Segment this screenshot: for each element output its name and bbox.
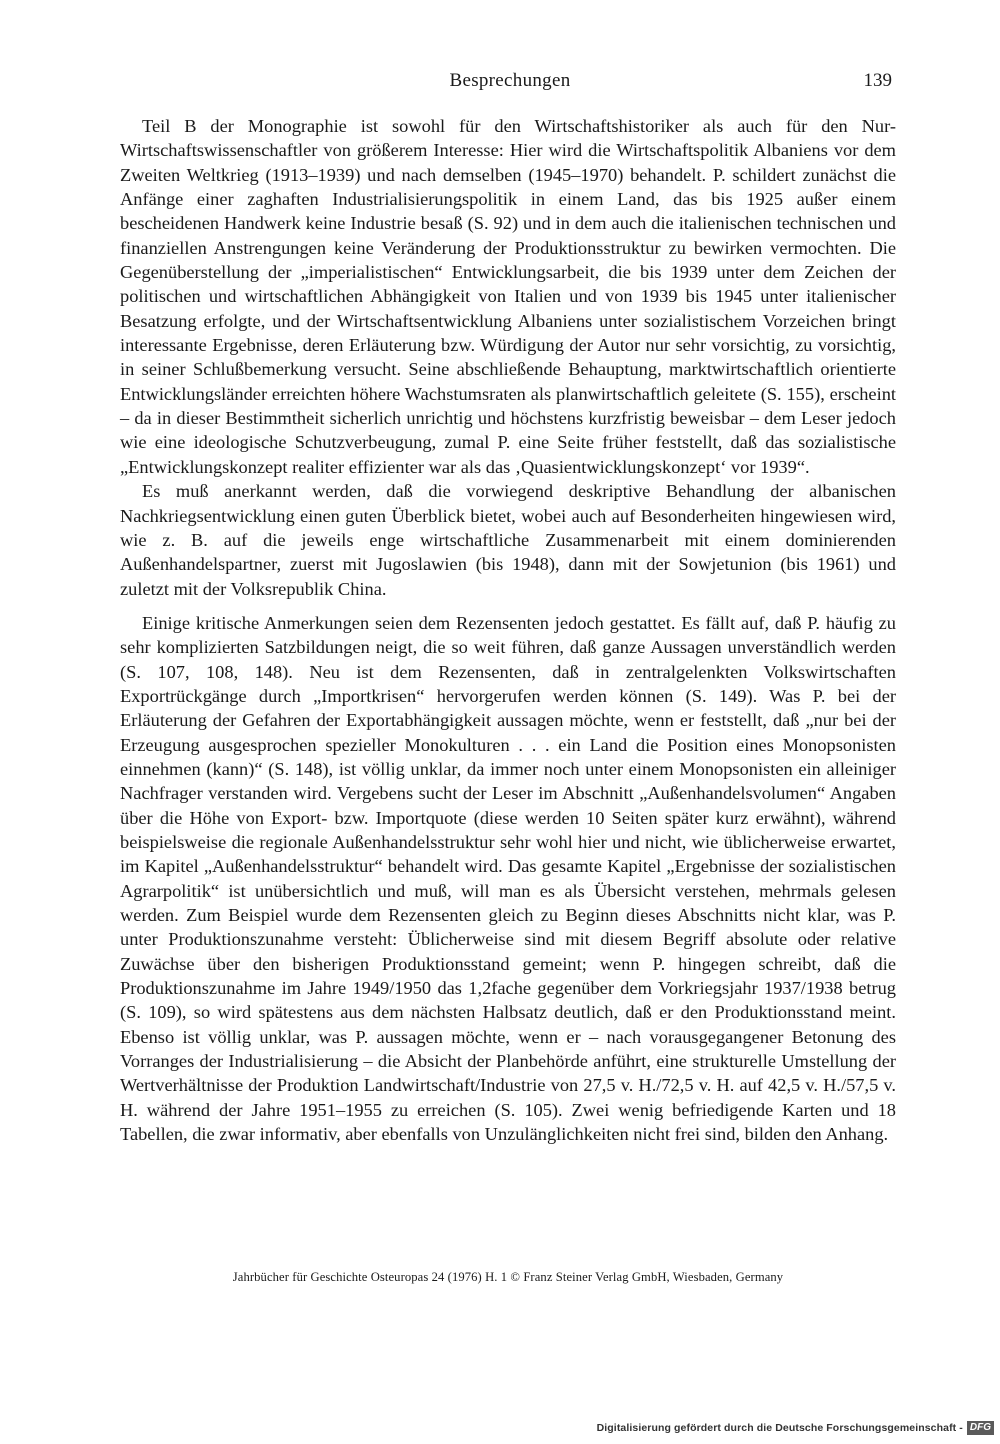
digitization-notice-text: Digitalisierung gefördert durch die Deutsche Forschungsgemeinschaft - (596, 1422, 963, 1434)
dfg-logo: DFG (967, 1421, 994, 1435)
running-header (120, 70, 900, 98)
digitization-notice (597, 1420, 994, 1436)
paragraph-part-b: Teil B der Monographie ist sowohl für den Wirtschaftshistoriker als auch für den Nur-Wirtschaftswissenschaftler von größerem Interesse: Hier wird die Wirtschaftspolitik Albaniens vor dem Zweiten Weltkrieg (1913–1939) und nach demselben (1945–1970) behandelt. P. schildert zunächst die Anfänge einer zaghaften Industrialisierungspolitik in einem Land, das bis 1925 außer einem bescheidenen Handwerk keine Industrie besaß (S. 92) und in dem auch die italienischen technischen und finanziellen Anstrengungen keine Veränderung der Produktionsstruktur zu bewirken vermochten. Die Gegenüberstellung der „imperialistischen“ Entwicklungsarbeit, die bis 1939 unter dem Zeichen der politischen und wirtschaftlichen Abhängigkeit von Italien und von 1939 bis 1945 unter italienischer Besatzung erfolgte, und der Wirtschaftsentwicklung Albaniens unter sozialistischem Vorzeichen bringt interessante Ergebnisse, deren Erläuterung bzw. Würdigung der Autor nur sehr vorsichtig, zu vorsichtig, in seiner Schlußbemerkung versucht. Seine abschließende Behauptung, marktwirtschaftlich orientierte Entwicklungsländer erreichten höhere Wachstumsraten als planwirtschaftlich geleitete (S. 155), erscheint – da in dieser Bestimmtheit sicherlich unrichtig und höchstens kurzfristig beweisbar – dem Leser jedoch wie eine ideologische Schutzverbeugung, zumal P. eine Seite früher feststellt, daß das sozialistische „Entwicklungskonzept realiter effizienter war als das ‚Quasientwicklungskonzept‘ vor 1939“. (120, 116, 896, 477)
paragraph-critical-remarks: Einige kritische Anmerkungen seien dem Rezensenten jedoch gestattet. Es fällt auf, daß P. häufig zu sehr komplizierten Satzbildungen neigt, die so weit führen, daß ganze Aussagen unverständlich werden (S. 107, 108, 148). Neu ist dem Rezensenten, daß in zentralgelenkten Volkswirtschaften Exportrückgänge durch „Importkrisen“ hervorgerufen werden können (S. 149). Was P. bei der Erläuterung der Gefahren der Exportabhängigkeit aussagen möchte, wenn er feststellt, daß „nur bei der Erzeugung ausgesprochen spezieller Monokulturen . . . ein Land die Position eines Monopsonisten einnehmen (kann)“ (S. 148), ist völlig unklar, da immer noch unter einem Monopsonisten ein alleiniger Nachfrager verstanden wird. Vergebens sucht der Leser im Abschnitt „Außenhandelsvolumen“ Angaben über die Höhe von Export- bzw. Importquote (diese werden 10 Seiten später kurz erwähnt), während beispielsweise die regionale Außenhandelsstruktur sehr wohl hier und nicht, wie üblicherweise erwartet, im Kapitel „Außenhandelsstruktur“ behandelt wird. Das gesamte Kapitel „Ergebnisse der sozialistischen Agrarpolitik“ ist unübersichtlich und muß, will man es als Übersicht verstehen, mehrmals gelesen werden. Zum Beispiel wurde dem Rezensenten gleich zu Beginn dieses Abschnitts nicht klar, was P. unter Produktionszunahme versteht: Üblicherweise sind mit diesem Begriff absolute oder relative Zuwächse über den bisherigen Produktionsstand gemeint; wenn P. hingegen schreibt, daß die Produktionszunahme im Jahre 1949/1950 das 1,2fache gegenüber dem Vorkriegsjahr 1937/1938 betrug (S. 109), so wird spätestens aus dem nächsten Halbsatz deutlich, daß er den Produktionsstand meint. Ebenso ist völlig unklar, was P. aussagen möchte, wenn er – nach vorausgegangener Betonung des Vorranges der Industrialisierung – die Absicht der Planbehörde anführt, eine strukturelle Umstellung der Wertverhältnisse der Produktion Landwirtschaft/Industrie von 27,5 v. H./72,5 v. H. auf 42,5 v. H./57,5 v. H. während der Jahre 1951–1955 zu erreichen (S. 105). Zwei wenig befriedigende Karten und 18 Tabellen, die zwar informativ, aber ebenfalls von Unzulänglichkeiten nicht frei sind, bilden den Anhang. (120, 612, 896, 1145)
journal-citation: Jahrbücher für Geschichte Osteuropas 24 (1976) H. 1 © Franz Steiner Verlag GmbH, Wiesbaden, Germany (232, 1270, 784, 1284)
review-body (120, 114, 896, 1146)
running-title: Besprechungen (449, 70, 571, 91)
page-number: 139 (863, 70, 892, 91)
paragraph-postwar-overview: Es muß anerkannt werden, daß die vorwiegend deskriptive Behandlung der albanischen Nachkriegsentwicklung einen guten Überblick bietet, wobei auch auf Besonderheiten hingewiesen wird, wie z. B. auf die jeweils enge wirtschaftliche Zusammenarbeit mit einem dominierenden Außenhandelspartner, zuerst mit Jugoslawien (bis 1948), dann mit der Sowjetunion (bis 1961) und zuletzt mit der Volksrepublik China. (120, 481, 896, 599)
